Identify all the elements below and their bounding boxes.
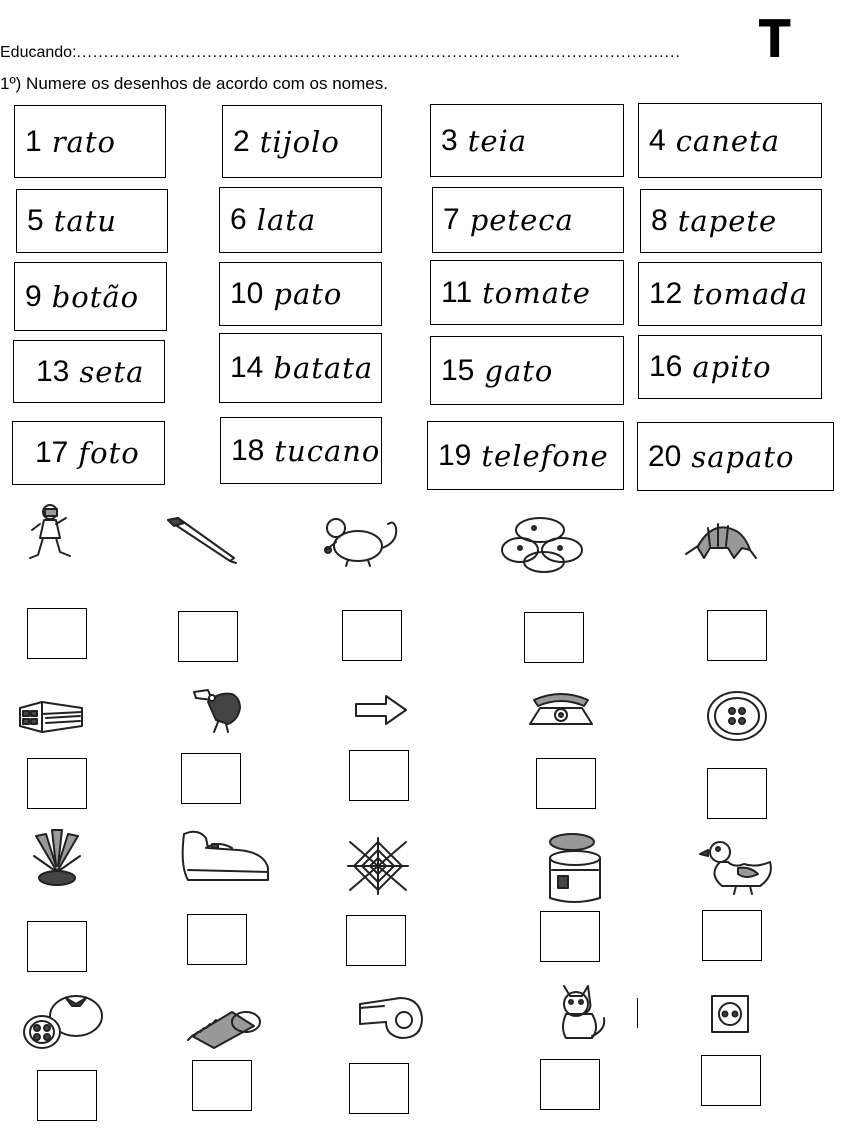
answer-box[interactable] (192, 1060, 252, 1111)
card-number: 15 (441, 353, 475, 387)
card-word: foto (78, 436, 140, 470)
card-word: tatu (53, 204, 117, 238)
word-card (637, 422, 834, 491)
shuttlecock-icon (30, 826, 84, 890)
word-card (219, 333, 382, 403)
card-word: lata (256, 203, 317, 237)
card-number: 13 (36, 354, 70, 388)
tomato-icon (20, 992, 106, 1052)
card-number: 12 (649, 277, 683, 310)
word-card (14, 262, 167, 331)
answer-box[interactable] (178, 611, 238, 662)
card-number: 16 (649, 350, 683, 383)
instruction: 1º) Numere os desenhos de acordo com os nomes. (0, 74, 388, 93)
word-card (14, 105, 166, 178)
word-card (430, 336, 624, 405)
word-card (638, 103, 822, 178)
card-word: tapete (677, 204, 778, 238)
card-word: batata (273, 351, 374, 385)
card-word: seta (79, 354, 145, 389)
big-letter: T (758, 10, 791, 70)
word-card (219, 262, 382, 326)
word-card (432, 187, 624, 253)
card-word: tucano (274, 433, 381, 468)
toucan-icon (188, 684, 246, 734)
answer-box[interactable] (702, 910, 762, 961)
card-number: 1 (25, 124, 42, 158)
card-number: 9 (25, 279, 42, 313)
card-word: gato (484, 353, 554, 388)
answer-box[interactable] (536, 758, 596, 809)
answer-box[interactable] (349, 750, 409, 801)
answer-box[interactable] (524, 612, 584, 663)
potatoes-icon (500, 514, 586, 574)
card-word: sapato (691, 439, 795, 474)
card-number: 5 (27, 204, 44, 237)
student-label: Educando: (0, 44, 77, 61)
mouse-icon (318, 514, 402, 568)
card-number: 20 (648, 439, 682, 473)
student-name-line[interactable] (0, 44, 681, 62)
armadillo-icon (684, 514, 758, 566)
answer-box[interactable] (27, 608, 87, 659)
card-number: 8 (651, 204, 668, 237)
spiderweb-icon (348, 838, 408, 894)
word-card (220, 417, 382, 484)
card-number: 17 (35, 436, 69, 469)
answer-box[interactable] (346, 915, 406, 966)
answer-box[interactable] (37, 1070, 97, 1121)
duck-icon (700, 838, 776, 896)
card-word: botão (51, 279, 140, 314)
whistle-icon (356, 994, 426, 1044)
word-card (430, 260, 624, 325)
card-word: apito (692, 350, 772, 384)
card-number: 2 (233, 124, 250, 158)
answer-box[interactable] (540, 1059, 600, 1110)
telephone-icon (526, 686, 596, 728)
card-number: 19 (438, 438, 472, 472)
word-card (638, 262, 822, 326)
word-card (427, 421, 624, 490)
card-word: teia (467, 123, 528, 158)
answer-box[interactable] (27, 921, 87, 972)
card-number: 6 (230, 203, 247, 236)
divider (637, 998, 638, 1028)
outlet-icon (710, 994, 750, 1034)
name-dotted-line: ............................................................................................................... (76, 44, 681, 61)
card-word: rato (51, 124, 116, 159)
answer-box[interactable] (342, 610, 402, 661)
card-number: 3 (441, 123, 458, 157)
card-number: 10 (230, 277, 264, 310)
answer-box[interactable] (707, 768, 767, 819)
card-number: 11 (441, 275, 473, 309)
word-card (219, 187, 382, 253)
brick-icon (18, 698, 84, 732)
photographer-icon (26, 500, 76, 562)
word-card (13, 340, 165, 403)
pen-icon (164, 514, 238, 564)
answer-box[interactable] (701, 1055, 761, 1106)
card-number: 18 (231, 433, 265, 467)
answer-box[interactable] (540, 911, 600, 962)
answer-box[interactable] (707, 610, 767, 661)
shoe-icon (178, 826, 272, 884)
button-icon (706, 690, 768, 742)
answer-box[interactable] (187, 914, 247, 965)
card-word: pato (273, 277, 343, 311)
arrow-icon (354, 694, 408, 726)
word-card (222, 105, 382, 178)
card-word: telefone (481, 438, 609, 473)
word-card (638, 335, 822, 399)
card-word: tijolo (259, 124, 340, 159)
word-card (640, 189, 822, 253)
card-word: tomate (482, 275, 591, 310)
card-number: 4 (649, 123, 666, 157)
card-word: tomada (692, 277, 809, 311)
answer-box[interactable] (181, 753, 241, 804)
card-number: 7 (443, 203, 460, 236)
card-word: peteca (469, 203, 574, 237)
word-card (12, 421, 165, 485)
rug-icon (188, 1004, 264, 1048)
card-word: caneta (675, 123, 781, 158)
answer-box[interactable] (27, 758, 87, 809)
can-icon (544, 832, 606, 904)
word-card (430, 104, 624, 177)
answer-box[interactable] (349, 1063, 409, 1114)
word-card (16, 189, 168, 253)
cat-icon (552, 980, 610, 1042)
card-number: 14 (230, 351, 264, 384)
